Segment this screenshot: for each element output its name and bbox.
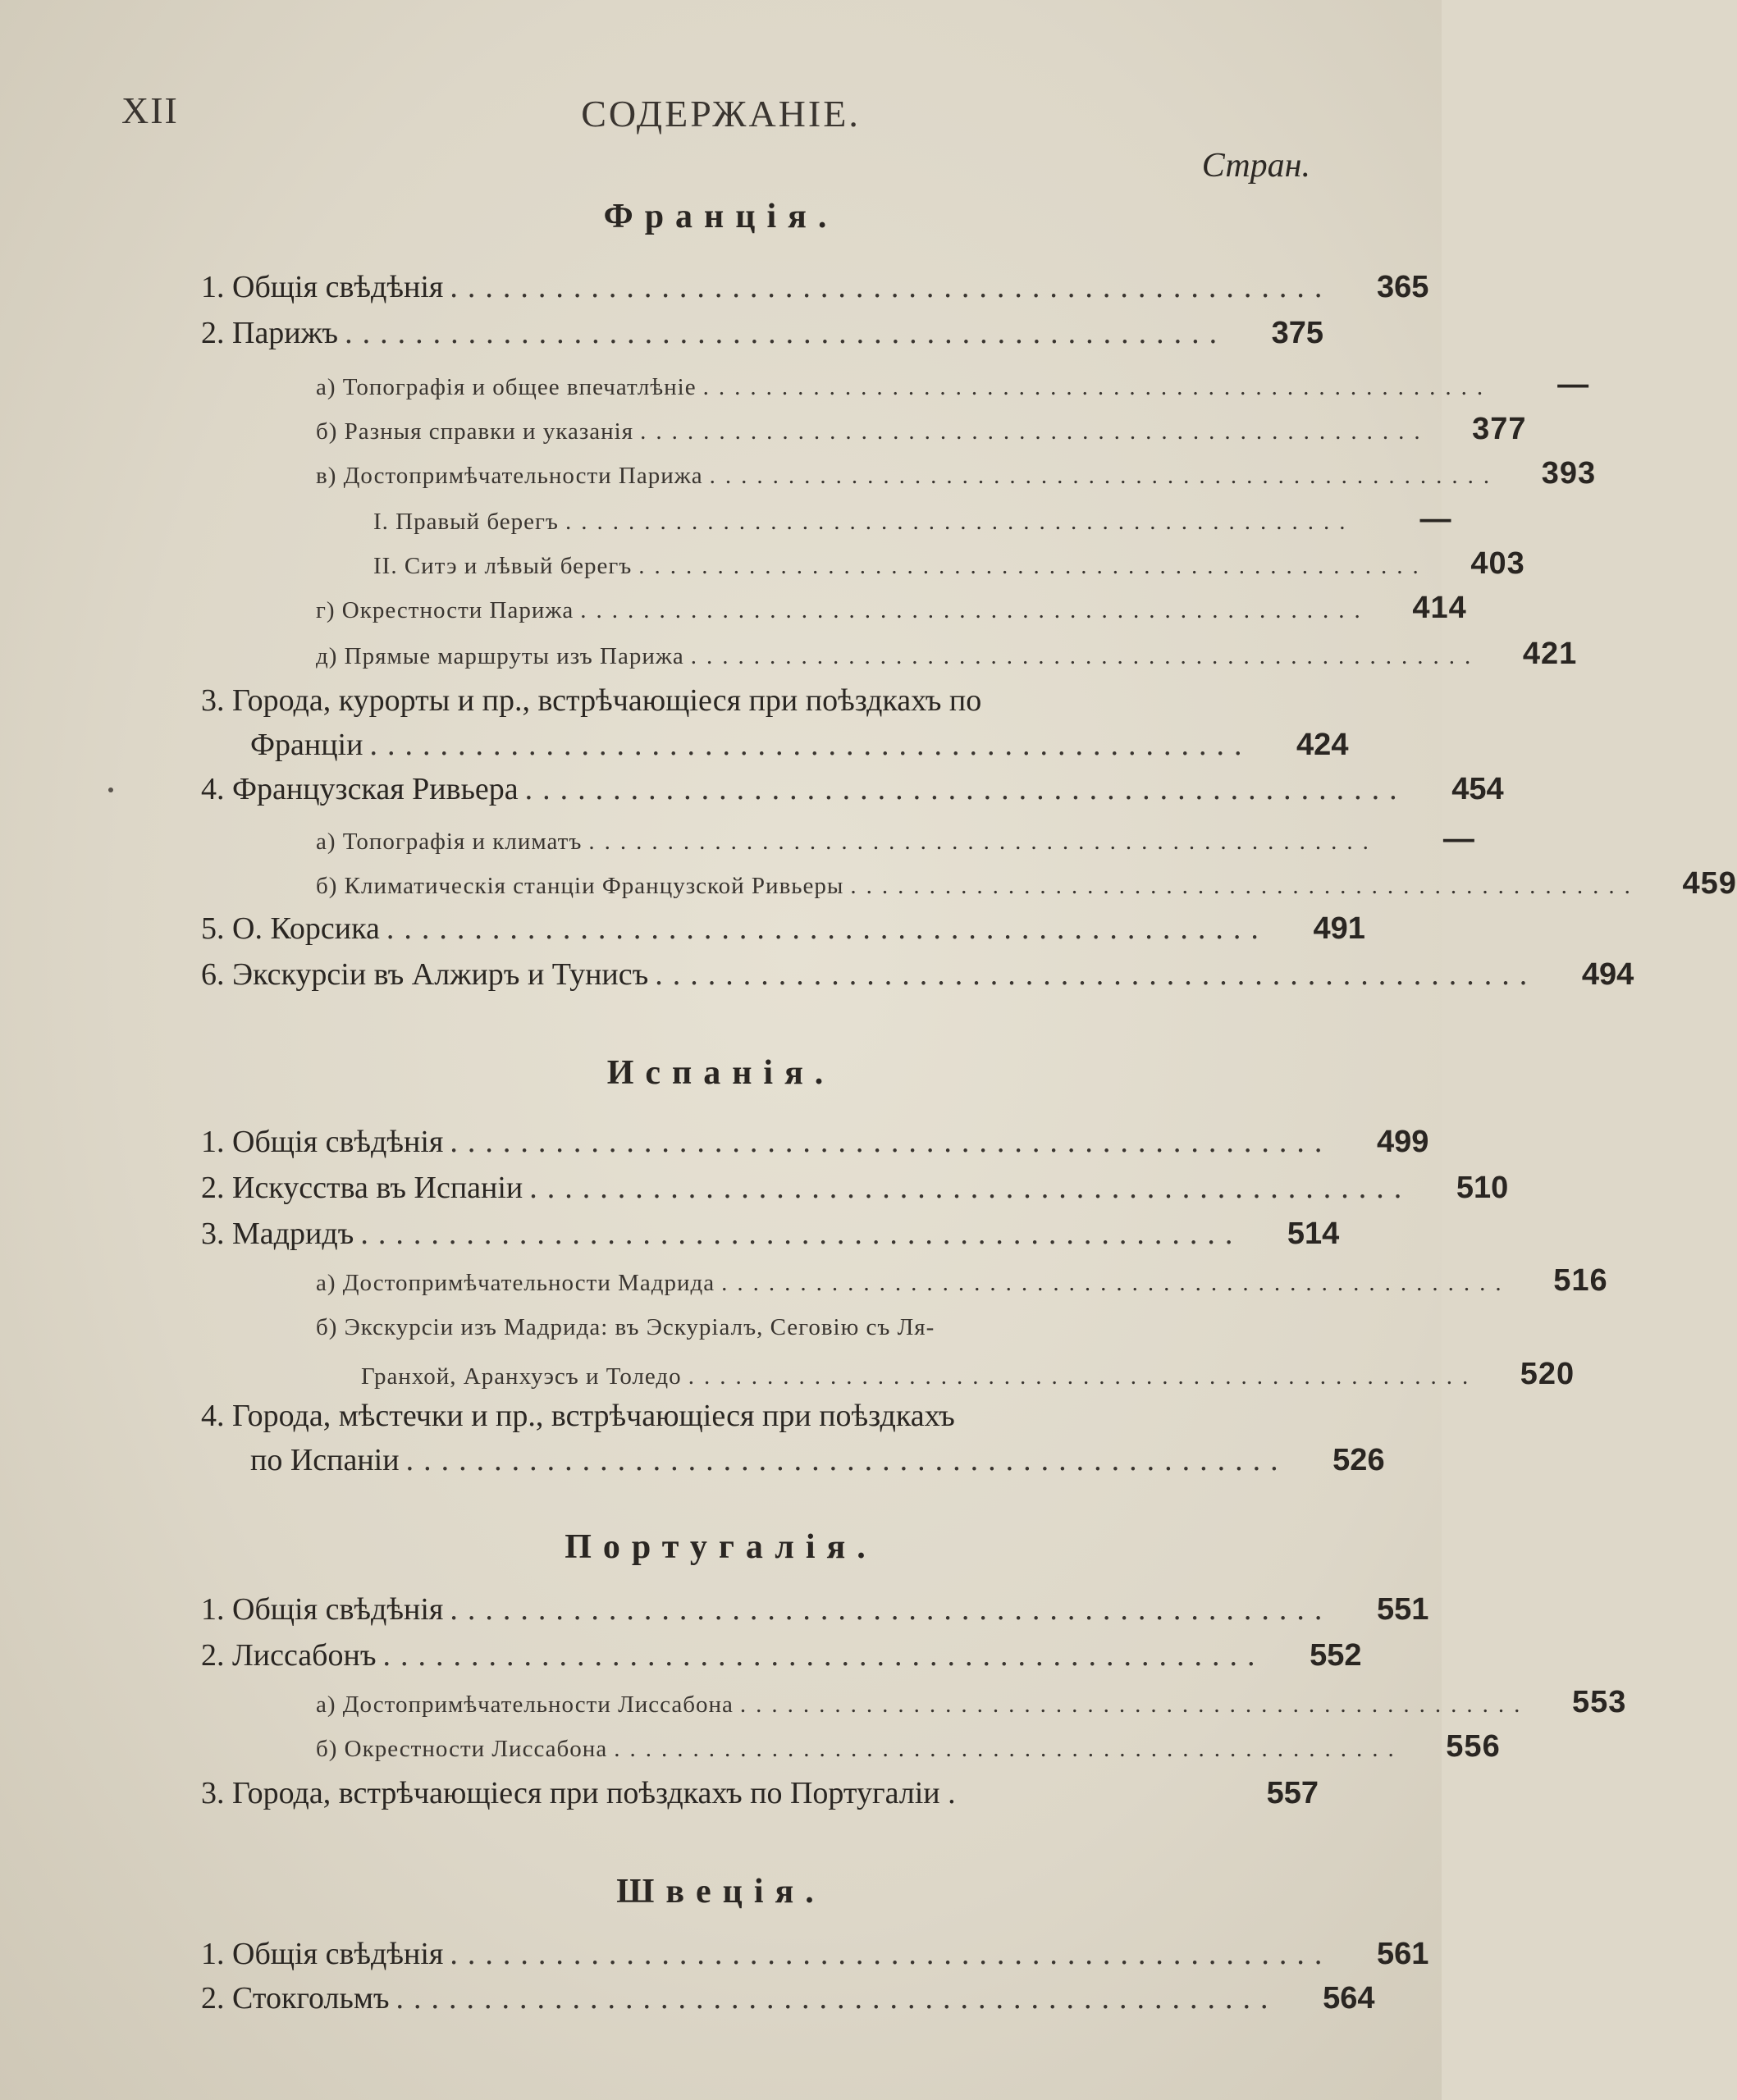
toc-entry[interactable]: 1. Общія свѣдѣнія .................................................. 561 — [201, 1937, 1429, 1971]
toc-entry[interactable]: по Испаніи .................................................. 526 — [250, 1443, 1385, 1477]
page-folio: XII — [121, 89, 179, 131]
page-number: 510 — [1456, 1171, 1509, 1205]
toc-entry[interactable]: 1. Общія свѣдѣнія .................................................. 551 — [201, 1592, 1429, 1627]
page-number: 499 — [1376, 1125, 1429, 1159]
toc-subentry[interactable]: б) Окрестности Лиссабона .................................................. 556 — [316, 1729, 1501, 1764]
page-number: 377 — [1472, 412, 1527, 446]
page-number: 494 — [1581, 957, 1634, 992]
page-number: — — [1442, 822, 1475, 856]
toc-entry[interactable]: 2. Стокгольмъ .................................................. 564 — [201, 1981, 1375, 2016]
page-column-label: Стран. — [1201, 147, 1310, 185]
toc-entry-first-line: 4. Города, мѣстечки и пр., встрѣчающіеся при поѣздкахъ — [201, 1399, 955, 1433]
toc-subentry-first-line: б) Экскурсіи изъ Мадрида: въ Эскуріалъ, Сеговію съ Ля- — [316, 1314, 935, 1340]
section-title-france: Франція. — [603, 198, 839, 235]
toc-subentry[interactable]: Гранхой, Аранхуэсъ и Толедо .................................................. 520 — [361, 1357, 1575, 1391]
page-number: 514 — [1287, 1217, 1340, 1251]
margin-mark — [108, 788, 113, 792]
page-number: 454 — [1451, 772, 1504, 806]
page-number: 561 — [1376, 1937, 1429, 1971]
toc-subentry[interactable]: а) Топографія и климатъ .................................................. — — [316, 822, 1475, 856]
toc-subentry[interactable]: I. Правый берегъ .................................................. — — [373, 502, 1452, 536]
page-number: 553 — [1571, 1685, 1627, 1719]
toc-entry[interactable]: 5. О. Корсика .................................................. 491 — [201, 911, 1365, 946]
page-number: — — [1419, 502, 1452, 536]
page-number: 365 — [1376, 270, 1429, 304]
section-title-portugal: Португалія. — [565, 1528, 877, 1566]
page-number: 375 — [1271, 316, 1324, 350]
page-number: 552 — [1310, 1638, 1362, 1673]
page-number: 491 — [1313, 911, 1365, 946]
page-number: — — [1557, 368, 1590, 402]
toc-entry[interactable]: 4. Французская Ривьера .................................................. 454 — [201, 772, 1504, 806]
page-number: 526 — [1332, 1443, 1385, 1477]
page-number: 393 — [1541, 456, 1597, 491]
toc-entry[interactable]: 3. Мадридъ .................................................. 514 — [201, 1217, 1340, 1251]
page-number: 557 — [1266, 1776, 1319, 1810]
toc-entry[interactable]: 2. Парижъ .................................................. 375 — [201, 316, 1324, 350]
running-head: СОДЕРЖАНІЕ. — [581, 93, 861, 135]
toc-subentry[interactable]: II. Ситэ и лѣвый берегъ .................................................. 403 — [373, 546, 1525, 581]
page-number: 556 — [1446, 1729, 1501, 1764]
toc-entry[interactable]: 2. Лиссабонъ .................................................. 552 — [201, 1638, 1362, 1673]
page-number: 516 — [1553, 1263, 1608, 1298]
toc-subentry[interactable]: а) Топографія и общее впечатлѣніе .................................................. — — [316, 368, 1590, 402]
toc-subentry[interactable]: а) Достопримѣчательности Лиссабона .................................................. 553 — [316, 1685, 1627, 1719]
toc-entry[interactable]: 2. Искусства въ Испаніи .................................................. 510 — [201, 1171, 1509, 1205]
section-title-sweden: Швеція. — [616, 1873, 825, 1911]
page-number: 551 — [1376, 1592, 1429, 1627]
toc-subentry[interactable]: д) Прямые маршруты изъ Парижа .................................................. 421 — [316, 637, 1578, 671]
page-number: 520 — [1520, 1357, 1575, 1391]
page-number: 414 — [1412, 591, 1467, 625]
page-number: 564 — [1323, 1981, 1375, 2016]
toc-subentry[interactable]: в) Достопримѣчательности Парижа .................................................. 393 — [316, 456, 1597, 491]
toc-subentry[interactable]: а) Достопримѣчательности Мадрида .................................................. 516 — [316, 1263, 1608, 1298]
page-number: 403 — [1470, 546, 1525, 581]
page-number: 459 — [1682, 866, 1737, 901]
toc-entry[interactable]: 1. Общія свѣдѣнія .................................................. 365 — [201, 270, 1429, 304]
toc-entry[interactable]: 3. Города, встрѣчающіеся при поѣздкахъ по Португаліи . 557 — [201, 1776, 1319, 1810]
toc-entry[interactable]: 6. Экскурсіи въ Алжиръ и Тунисъ .................................................. 494 — [201, 957, 1634, 992]
toc-subentry[interactable]: г) Окрестности Парижа .................................................. 414 — [316, 591, 1467, 625]
toc-entry[interactable]: Франціи .................................................. 424 — [250, 728, 1349, 762]
page-number: 421 — [1522, 637, 1578, 671]
toc-entry-first-line: 3. Города, курорты и пр., встрѣчающіеся при поѣздкахъ по — [201, 683, 982, 718]
page-number: 424 — [1296, 728, 1349, 762]
section-title-spain: Испанія. — [606, 1054, 835, 1092]
toc-subentry[interactable]: б) Разныя справки и указанія .................................................. 377 — [316, 412, 1527, 446]
toc-subentry[interactable]: б) Климатическія станціи Французской Ривьеры .................................................. 459 — [316, 866, 1737, 901]
toc-entry[interactable]: 1. Общія свѣдѣнія .................................................. 499 — [201, 1125, 1429, 1159]
